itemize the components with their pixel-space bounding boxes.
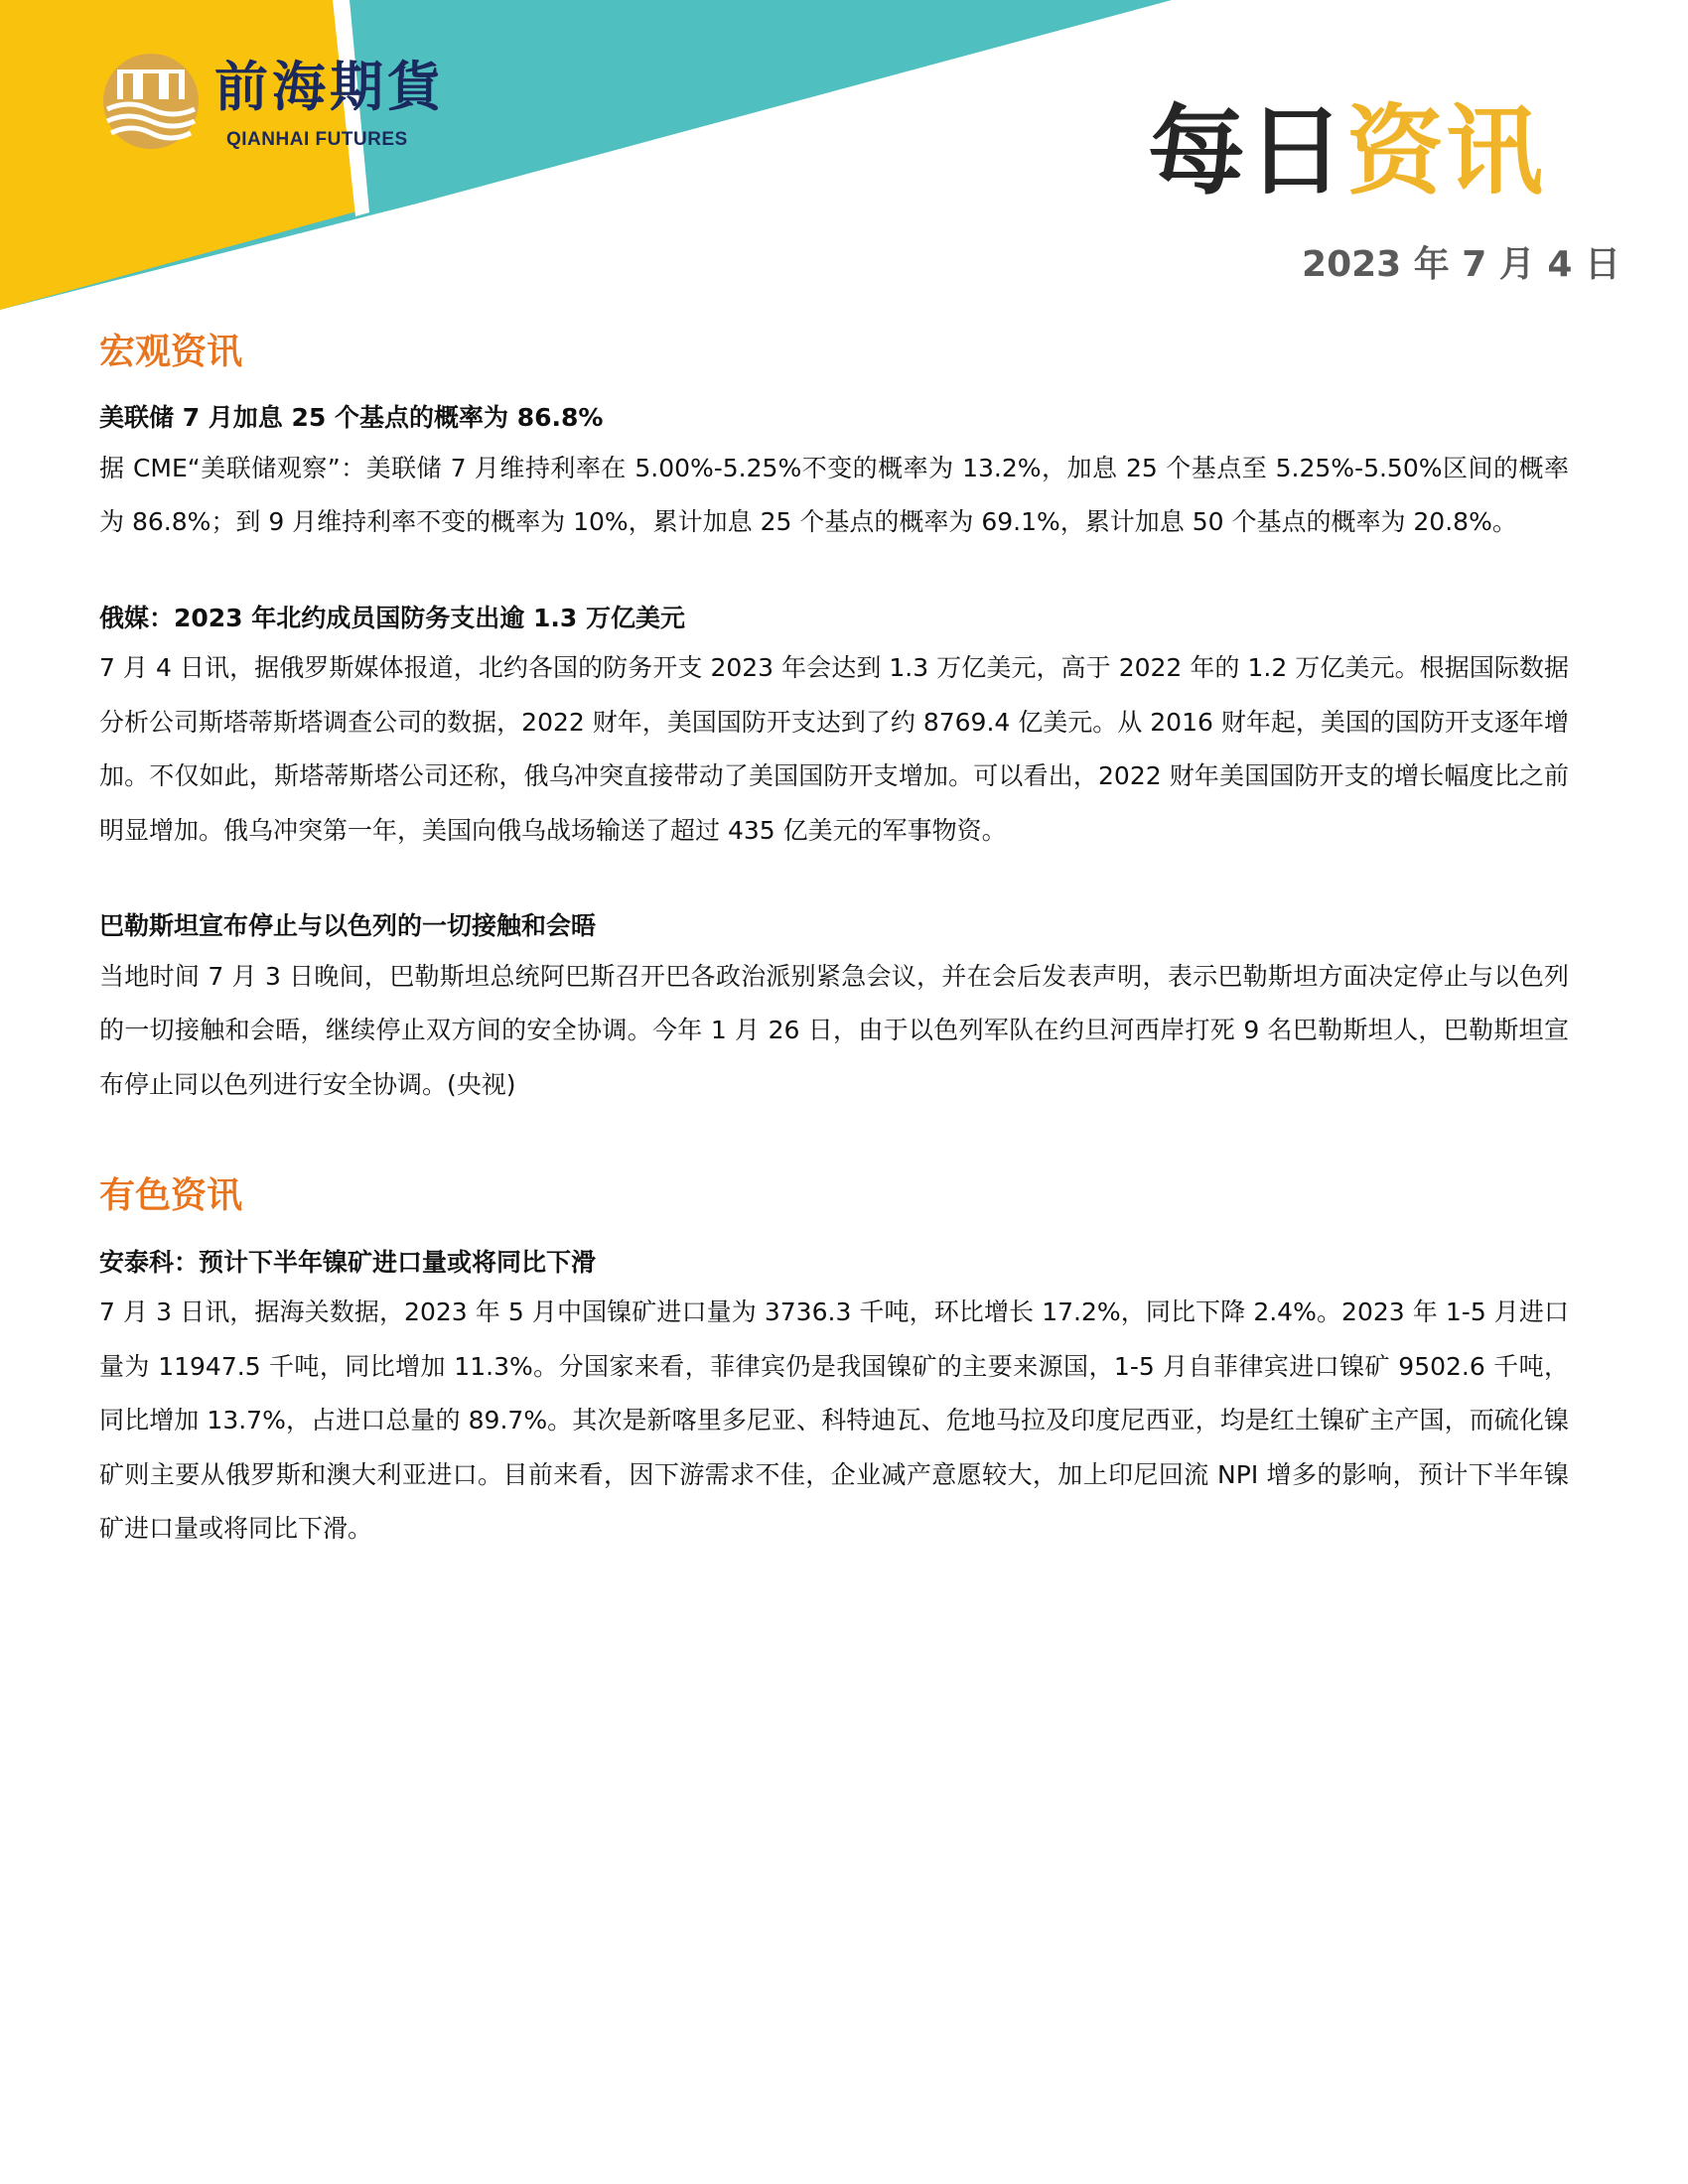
article-body: 7 月 3 日讯，据海关数据，2023 年 5 月中国镍矿进口量为 3736.3 千吨，环比增长 17.2%，同比下降 2.4%。2023 年 1-5 月进口量为 11947.5 千吨，同比增加 11.3%。分国家来看，菲律宾仍是我国镍矿的主要来源国，1-5 月自菲律宾进口镍矿 9502.6 千吨，同比增加 13.7%，占进口总量的 89.7%。其次是新喀里多尼亚、科特迪瓦、危地马拉及印度尼西亚，均是红土镍矿主产国，而硫化镍矿则主要从俄罗斯和澳大利亚进口。目前来看，因下游需求不佳，企业减产意愿较大，加上印尼回流 NPI 增多的影响，预计下半年镍矿进口量或将同比下滑。 xyxy=(99,1297,1569,1544)
document-date: 2023 年 7 月 4 日 xyxy=(1302,244,1620,285)
document-title-part-1: 每日 xyxy=(1147,95,1346,208)
article-title: 安泰科：预计下半年镍矿进口量或将同比下滑 xyxy=(99,1247,597,1277)
article xyxy=(99,1242,1569,1557)
company-logo xyxy=(95,52,453,161)
logo-chinese-name: 前海期貨 xyxy=(214,55,445,118)
section-heading: 宏观资讯 xyxy=(99,332,243,372)
article xyxy=(99,905,1569,1112)
main-content xyxy=(99,328,1569,1616)
article xyxy=(99,397,1569,550)
article-title: 美联储 7 月加息 25 个基点的概率为 86.8% xyxy=(99,403,604,433)
sun-wave-icon xyxy=(95,52,207,153)
document-title-part-2: 资讯 xyxy=(1345,95,1545,208)
document-title xyxy=(1147,95,1545,208)
article xyxy=(99,598,1569,859)
section-macro-news xyxy=(99,328,1569,1112)
article-title: 巴勒斯坦宣布停止与以色列的一切接触和会晤 xyxy=(99,911,597,941)
article-body: 当地时间 7 月 3 日晚间，巴勒斯坦总统阿巴斯召开巴各政治派别紧急会议，并在会后发表声明，表示巴勒斯坦方面决定停止与以色列的一切接触和会晤，继续停止双方间的安全协调。今年 1 月 26 日，由于以色列军队在约旦河西岸打死 9 名巴勒斯坦人，巴勒斯坦宣布停止同以色列进行安全协调。(央视) xyxy=(99,961,1569,1099)
article-body: 7 月 4 日讯，据俄罗斯媒体报道，北约各国的防务开支 2023 年会达到 1.3 万亿美元，高于 2022 年的 1.2 万亿美元。根据国际数据分析公司斯塔蒂斯塔调查公司的数据，2022 财年，美国国防开支达到了约 8769.4 亿美元。从 2016 财年起，美国的国防开支逐年增加。不仅如此，斯塔蒂斯塔公司还称，俄乌冲突直接带动了美国国防开支增加。可以看出，2022 财年美国国防开支的增长幅度比之前明显增加。俄乌冲突第一年，美国向俄乌战场输送了超过 435 亿美元的军事物资。 xyxy=(99,653,1569,845)
section-heading: 有色资讯 xyxy=(99,1175,243,1217)
logo-english-name: QIANHAI FUTURES xyxy=(226,129,408,150)
article-body: 据 CME“美联储观察”：美联储 7 月维持利率在 5.00%-5.25%不变的概率为 13.2%，加息 25 个基点至 5.25%-5.50%区间的概率为 86.8%；到 9 月维持利率不变的概率为 10%，累计加息 25 个基点的概率为 69.1%，累计加息 50 个基点的概率为 20.8%。 xyxy=(99,453,1569,537)
article-title: 俄媒：2023 年北约成员国防务支出逾 1.3 万亿美元 xyxy=(99,603,685,632)
section-nonferrous-news xyxy=(99,1171,1569,1556)
